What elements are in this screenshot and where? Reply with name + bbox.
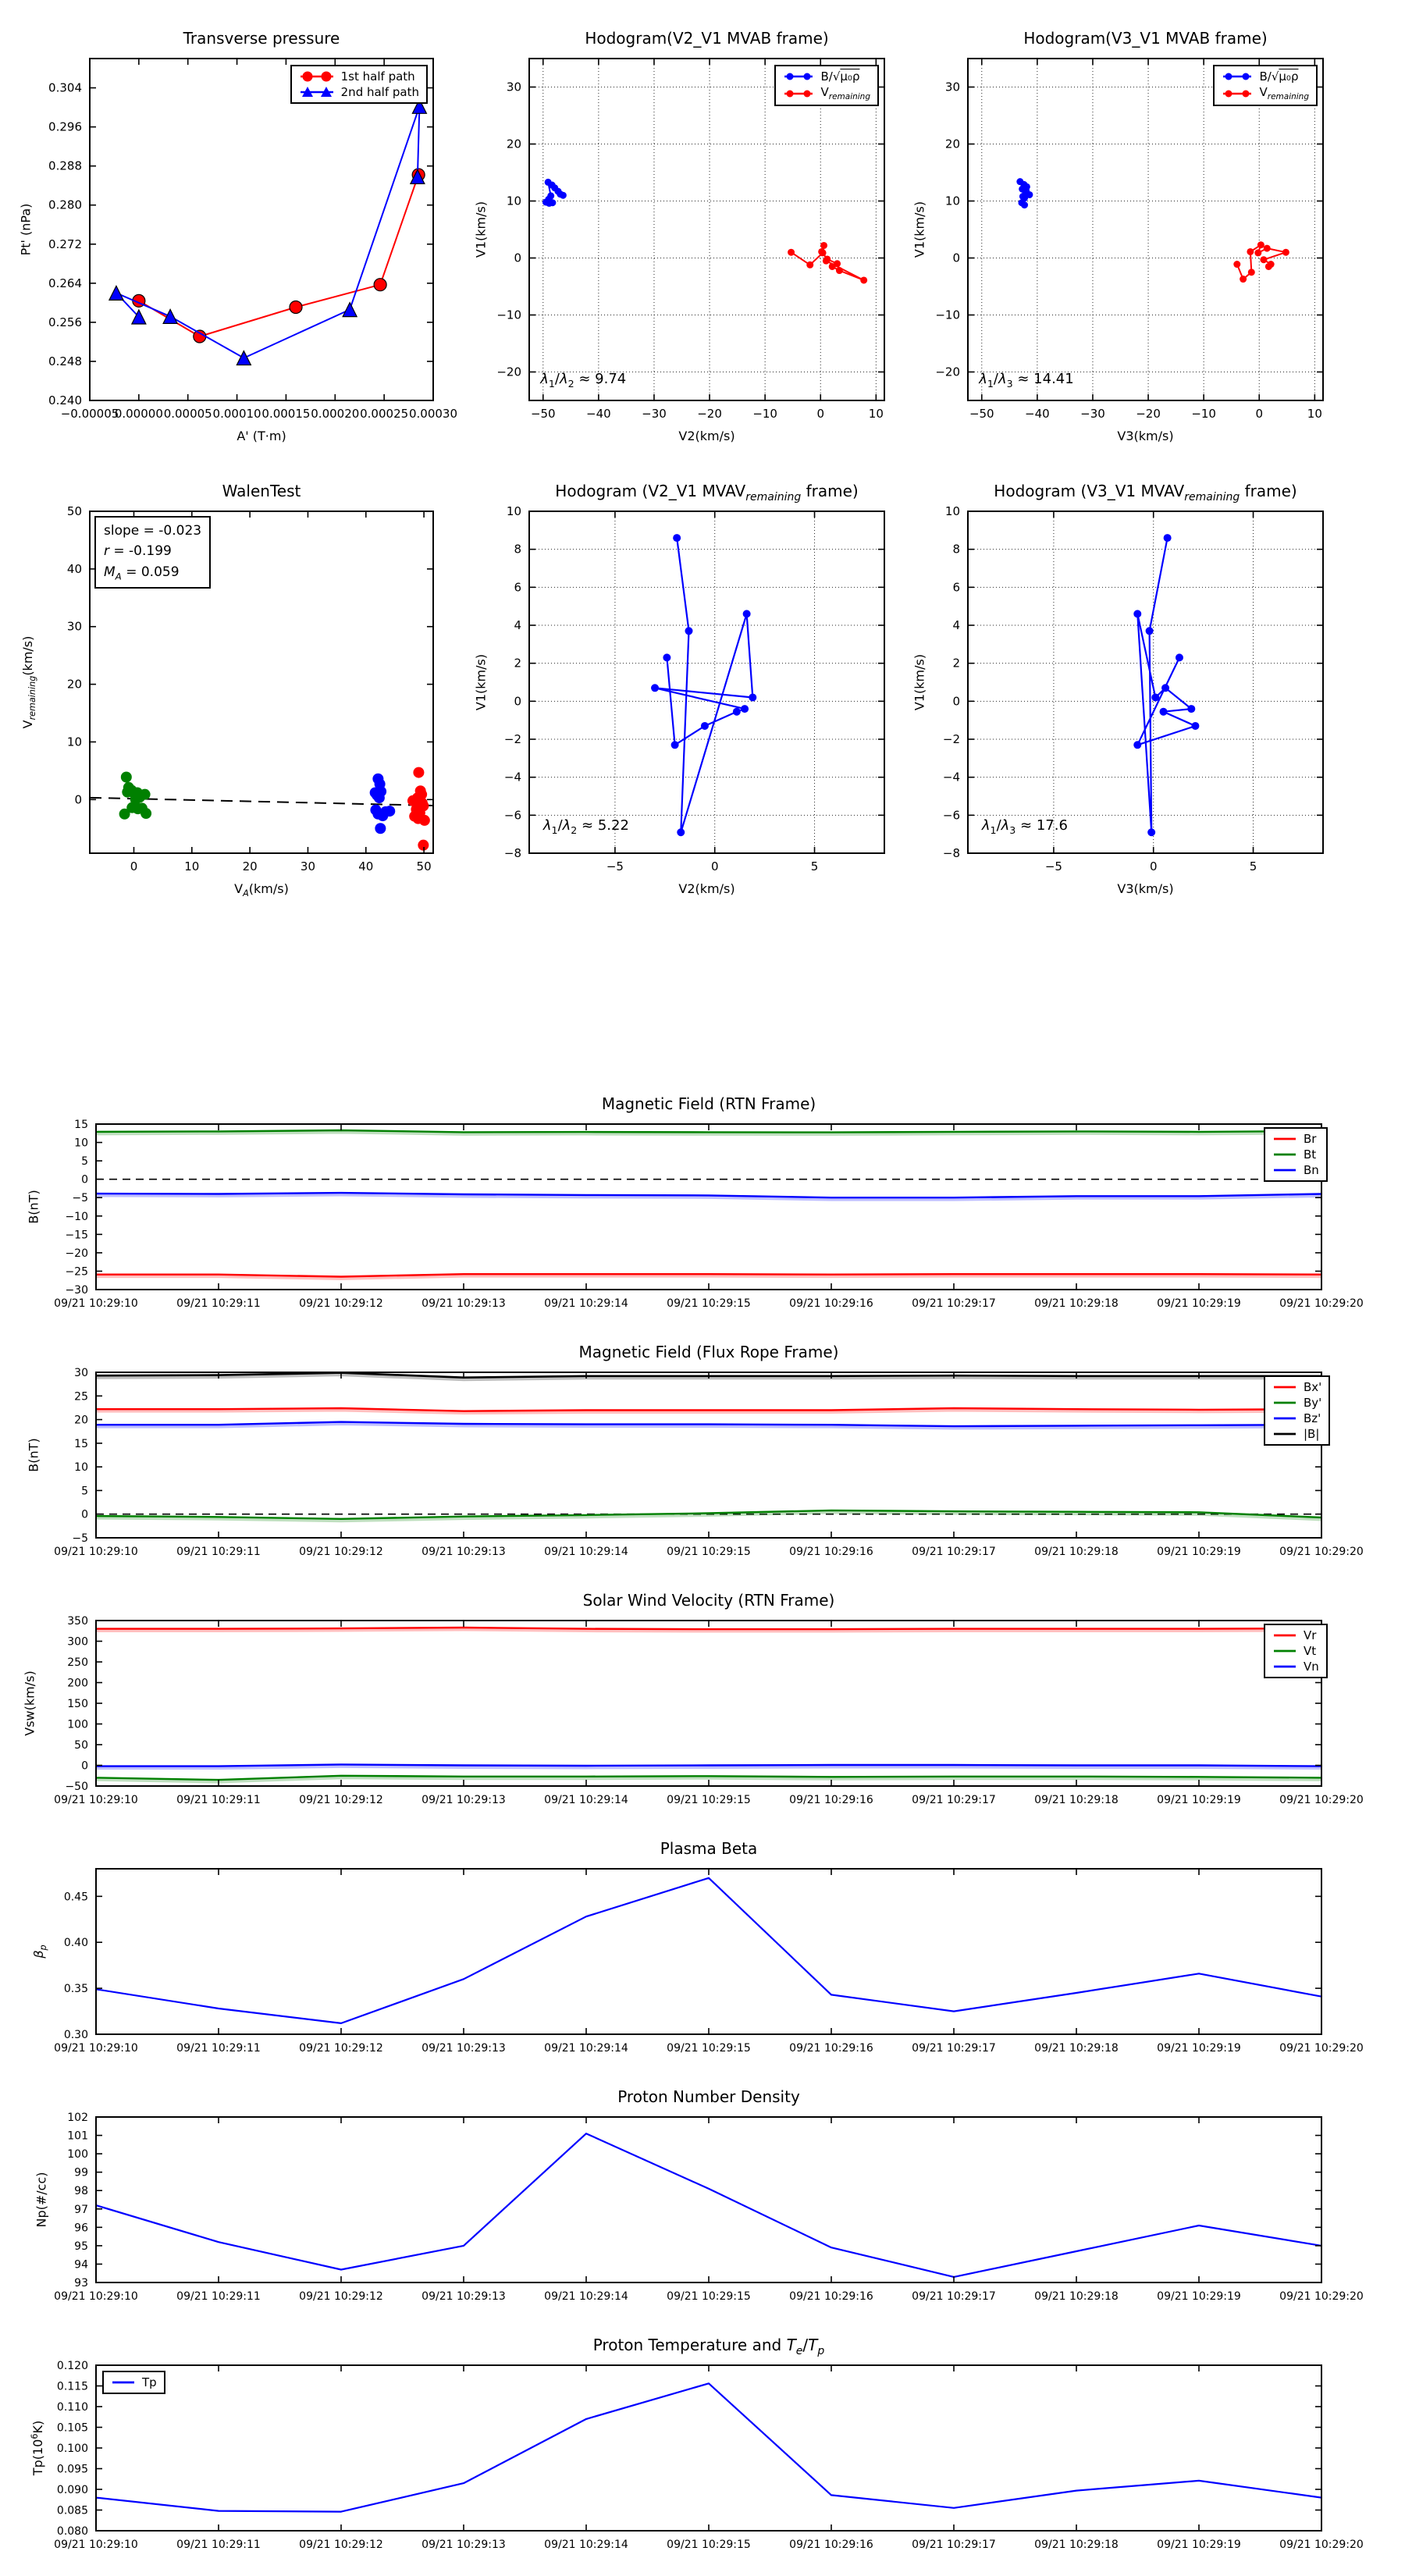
panel-title: Transverse pressure — [183, 29, 340, 48]
svg-text:09/21 10:29:12: 09/21 10:29:12 — [299, 2290, 383, 2303]
svg-text:−10: −10 — [65, 1210, 88, 1223]
svg-text:0.095: 0.095 — [56, 2463, 88, 2476]
legend-swatch-icon — [1222, 88, 1253, 99]
svg-text:09/21 10:29:11: 09/21 10:29:11 — [176, 1297, 261, 1310]
svg-text:6: 6 — [952, 580, 960, 595]
svg-text:09/21 10:29:17: 09/21 10:29:17 — [912, 1794, 996, 1806]
svg-text:350: 350 — [67, 1615, 88, 1628]
legend-entry — [1272, 1411, 1321, 1425]
svg-text:09/21 10:29:10: 09/21 10:29:10 — [54, 1297, 138, 1310]
lambda-ratio-annotation: $\lambda_1/\lambda_3 \approx 14.41$ — [979, 371, 1074, 390]
svg-text:09/21 10:29:18: 09/21 10:29:18 — [1034, 1794, 1119, 1806]
svg-text:0: 0 — [74, 792, 82, 807]
svg-text:−5: −5 — [72, 1532, 88, 1545]
x-axis-label: A' (T·m) — [237, 429, 286, 443]
svg-text:09/21 10:29:15: 09/21 10:29:15 — [667, 2290, 751, 2303]
svg-text:09/21 10:29:15: 09/21 10:29:15 — [667, 2042, 751, 2055]
svg-text:0.080: 0.080 — [56, 2525, 88, 2538]
svg-text:10: 10 — [868, 407, 884, 421]
svg-text:0: 0 — [514, 694, 521, 709]
svg-text:09/21 10:29:11: 09/21 10:29:11 — [176, 2290, 261, 2303]
svg-text:−10: −10 — [1191, 407, 1216, 421]
svg-text:20: 20 — [66, 677, 82, 692]
svg-text:0: 0 — [1149, 859, 1158, 873]
svg-text:0: 0 — [81, 1759, 88, 1773]
svg-text:20: 20 — [506, 137, 521, 151]
svg-text:96: 96 — [74, 2222, 88, 2235]
y-axis-label: $Tp(10^6K)$ — [29, 2420, 46, 2476]
svg-text:100: 100 — [67, 1718, 88, 1731]
walen-stats-box: slope = -0.023 r = -0.199 $M_A = 0.059$ — [94, 516, 211, 589]
svg-text:−0.00005: −0.00005 — [60, 407, 119, 421]
svg-text:0.00010: 0.00010 — [212, 407, 261, 421]
panel-title: Magnetic Field (Flux Rope Frame) — [578, 1343, 839, 1361]
svg-text:09/21 10:29:14: 09/21 10:29:14 — [544, 2290, 628, 2303]
legend-swatch-icon — [1272, 1661, 1297, 1672]
panel-title: Hodogram (V3_V1 $MVAV_{remaining}$ frame) — [994, 482, 1297, 503]
svg-text:09/21 10:29:17: 09/21 10:29:17 — [912, 2290, 996, 2303]
svg-text:0.120: 0.120 — [56, 2360, 88, 2372]
svg-text:−50: −50 — [530, 407, 556, 421]
lambda-ratio-annotation: $\lambda_1/\lambda_3 \approx 17.6$ — [981, 817, 1068, 836]
svg-text:09/21 10:29:18: 09/21 10:29:18 — [1034, 1546, 1119, 1558]
svg-text:0.115: 0.115 — [56, 2380, 88, 2393]
panel-title: Proton Number Density — [617, 2087, 800, 2106]
svg-text:09/21 10:29:15: 09/21 10:29:15 — [667, 1794, 751, 1806]
svg-text:10: 10 — [944, 504, 960, 518]
svg-text:50: 50 — [416, 859, 432, 873]
svg-text:09/21 10:29:13: 09/21 10:29:13 — [422, 2042, 506, 2055]
legend-entry — [111, 2375, 157, 2389]
svg-text:10: 10 — [74, 1461, 88, 1475]
legend-label: $V_{remaining}$ — [820, 85, 870, 101]
svg-text:0: 0 — [1255, 407, 1264, 421]
x-axis-label: V3(km/s) — [1117, 429, 1174, 443]
svg-text:0: 0 — [514, 251, 521, 265]
lambda-ratio-annotation: $\lambda_1/\lambda_2 \approx 9.74$ — [540, 371, 627, 390]
y-axis-label: $V_{remaining}(km/s)$ — [20, 635, 38, 729]
svg-text:09/21 10:29:13: 09/21 10:29:13 — [422, 1546, 506, 1558]
svg-text:09/21 10:29:10: 09/21 10:29:10 — [54, 2042, 138, 2055]
panel-title: Hodogram (V2_V1 $MVAV_{remaining}$ frame) — [555, 482, 859, 503]
svg-text:09/21 10:29:16: 09/21 10:29:16 — [789, 2042, 873, 2055]
legend-entry — [1272, 1660, 1319, 1674]
svg-text:09/21 10:29:20: 09/21 10:29:20 — [1279, 2539, 1364, 2551]
svg-text:−5: −5 — [606, 859, 624, 873]
legend-swatch-icon — [1222, 71, 1253, 82]
legend-swatch-icon — [1272, 1646, 1297, 1656]
legend-swatch-icon — [783, 71, 814, 82]
svg-text:09/21 10:29:13: 09/21 10:29:13 — [422, 1297, 506, 1310]
svg-text:10: 10 — [66, 735, 82, 749]
svg-text:15: 15 — [74, 1437, 88, 1450]
panel-title: Hodogram(V3_V1 MVAB frame) — [1023, 29, 1268, 48]
svg-text:09/21 10:29:20: 09/21 10:29:20 — [1279, 2042, 1364, 2055]
svg-text:09/21 10:29:13: 09/21 10:29:13 — [422, 1794, 506, 1806]
svg-text:−5: −5 — [72, 1192, 88, 1205]
svg-text:09/21 10:29:13: 09/21 10:29:13 — [422, 2539, 506, 2551]
legend-label: B/√μ₀ρ — [1259, 69, 1299, 84]
legend-entry — [1272, 1380, 1321, 1394]
svg-text:10: 10 — [1307, 407, 1322, 421]
svg-text:09/21 10:29:16: 09/21 10:29:16 — [789, 1546, 873, 1558]
legend-swatch-icon — [1272, 1382, 1297, 1393]
svg-text:0: 0 — [81, 1508, 88, 1521]
svg-text:0.248: 0.248 — [48, 354, 82, 368]
svg-text:09/21 10:29:17: 09/21 10:29:17 — [912, 1546, 996, 1558]
svg-text:25: 25 — [74, 1390, 88, 1404]
svg-text:09/21 10:29:11: 09/21 10:29:11 — [176, 1794, 261, 1806]
legend — [774, 65, 879, 106]
svg-text:−10: −10 — [935, 308, 960, 322]
svg-text:09/21 10:29:10: 09/21 10:29:10 — [54, 1546, 138, 1558]
svg-text:−20: −20 — [65, 1247, 88, 1260]
svg-text:−10: −10 — [496, 308, 521, 322]
svg-text:5: 5 — [810, 859, 819, 873]
legend-label: 1st half path — [340, 69, 415, 84]
legend-swatch-icon — [783, 88, 814, 99]
svg-text:−20: −20 — [935, 365, 960, 379]
svg-text:10: 10 — [944, 194, 960, 208]
svg-text:09/21 10:29:11: 09/21 10:29:11 — [176, 2042, 261, 2055]
svg-text:5: 5 — [81, 1155, 88, 1169]
lambda-ratio-annotation: $\lambda_1/\lambda_2 \approx 5.22$ — [542, 817, 629, 836]
svg-text:09/21 10:29:15: 09/21 10:29:15 — [667, 1297, 751, 1310]
svg-text:2: 2 — [514, 656, 521, 671]
svg-text:0: 0 — [952, 694, 960, 709]
svg-text:09/21 10:29:20: 09/21 10:29:20 — [1279, 2290, 1364, 2303]
x-axis-label: V3(km/s) — [1117, 881, 1174, 896]
svg-text:6: 6 — [514, 580, 521, 595]
legend-label: Vt — [1304, 1644, 1317, 1658]
svg-text:09/21 10:29:14: 09/21 10:29:14 — [544, 1297, 628, 1310]
panel-title: Hodogram(V2_V1 MVAB frame) — [585, 29, 829, 48]
svg-text:15: 15 — [74, 1119, 88, 1131]
svg-text:−6: −6 — [503, 808, 521, 823]
svg-text:−8: −8 — [942, 846, 960, 860]
legend-label: Tp — [142, 2375, 157, 2389]
svg-text:09/21 10:29:18: 09/21 10:29:18 — [1034, 2290, 1119, 2303]
svg-text:0.00015: 0.00015 — [261, 407, 311, 421]
legend-swatch-icon — [1272, 1630, 1297, 1641]
legend-label: Bt — [1304, 1147, 1317, 1162]
svg-text:100: 100 — [67, 2148, 88, 2161]
svg-text:0.00000: 0.00000 — [114, 407, 163, 421]
svg-text:−6: −6 — [942, 808, 960, 823]
svg-text:−30: −30 — [642, 407, 667, 421]
y-axis-label: V1(km/s) — [912, 201, 927, 258]
legend-entry — [1272, 1628, 1319, 1642]
svg-text:09/21 10:29:12: 09/21 10:29:12 — [299, 2539, 383, 2551]
svg-text:−20: −20 — [1136, 407, 1161, 421]
legend-label: By' — [1304, 1396, 1322, 1410]
svg-text:0.35: 0.35 — [63, 1983, 88, 1996]
svg-text:0: 0 — [952, 251, 960, 265]
legend-swatch-icon — [1272, 1397, 1297, 1408]
svg-text:0.240: 0.240 — [48, 393, 82, 407]
y-axis-label: B(nT) — [26, 1438, 41, 1472]
svg-text:10: 10 — [506, 194, 521, 208]
svg-text:0.105: 0.105 — [56, 2421, 88, 2435]
svg-text:97: 97 — [74, 2203, 88, 2216]
svg-text:95: 95 — [74, 2240, 88, 2253]
svg-text:−30: −30 — [1080, 407, 1105, 421]
legend-label: B/√μ₀ρ — [820, 69, 860, 84]
svg-text:09/21 10:29:10: 09/21 10:29:10 — [54, 2539, 138, 2551]
legend-entry — [783, 69, 870, 84]
svg-text:09/21 10:29:16: 09/21 10:29:16 — [789, 1297, 873, 1310]
legend-entry — [299, 85, 419, 99]
svg-text:−30: −30 — [65, 1284, 88, 1297]
legend-swatch-icon — [1272, 1429, 1297, 1439]
svg-text:0: 0 — [130, 859, 138, 873]
svg-text:99: 99 — [74, 2166, 88, 2179]
svg-text:0.256: 0.256 — [48, 315, 82, 329]
svg-text:20: 20 — [242, 859, 258, 873]
svg-text:−50: −50 — [969, 407, 994, 421]
svg-text:93: 93 — [74, 2277, 88, 2290]
svg-text:30: 30 — [944, 80, 960, 94]
legend-label: Bn — [1304, 1163, 1319, 1177]
svg-text:5: 5 — [1249, 859, 1257, 873]
svg-text:2: 2 — [952, 656, 960, 671]
svg-text:0.304: 0.304 — [48, 80, 82, 95]
svg-text:09/21 10:29:12: 09/21 10:29:12 — [299, 1546, 383, 1558]
legend-entry — [783, 85, 870, 101]
svg-text:09/21 10:29:12: 09/21 10:29:12 — [299, 1297, 383, 1310]
svg-text:0.00025: 0.00025 — [360, 407, 409, 421]
legend-label: Bz' — [1304, 1411, 1321, 1425]
svg-text:8: 8 — [514, 542, 521, 557]
legend — [1264, 1375, 1330, 1446]
legend-entry — [1272, 1132, 1319, 1146]
svg-text:10: 10 — [184, 859, 200, 873]
legend-label: Vn — [1304, 1660, 1319, 1674]
svg-text:09/21 10:29:19: 09/21 10:29:19 — [1157, 1794, 1241, 1806]
legend-label: $V_{remaining}$ — [1259, 85, 1309, 101]
legend-entry — [1272, 1163, 1319, 1177]
svg-text:0.00030: 0.00030 — [408, 407, 458, 421]
legend-label: 2nd half path — [340, 85, 419, 99]
svg-text:8: 8 — [952, 542, 960, 557]
svg-text:30: 30 — [66, 619, 82, 634]
legend-swatch-icon — [299, 69, 335, 84]
svg-text:09/21 10:29:19: 09/21 10:29:19 — [1157, 2290, 1241, 2303]
y-axis-label: V1(km/s) — [473, 653, 489, 711]
svg-text:09/21 10:29:14: 09/21 10:29:14 — [544, 2539, 628, 2551]
x-axis-label: V2(km/s) — [678, 881, 735, 896]
svg-text:−4: −4 — [503, 770, 521, 785]
svg-text:0: 0 — [710, 859, 719, 873]
svg-text:0.085: 0.085 — [56, 2504, 88, 2517]
svg-text:−50: −50 — [65, 1781, 88, 1793]
svg-text:30: 30 — [300, 859, 316, 873]
legend — [290, 65, 428, 104]
svg-text:09/21 10:29:16: 09/21 10:29:16 — [789, 2539, 873, 2551]
svg-text:09/21 10:29:15: 09/21 10:29:15 — [667, 2539, 751, 2551]
svg-text:09/21 10:29:12: 09/21 10:29:12 — [299, 1794, 383, 1806]
svg-text:09/21 10:29:20: 09/21 10:29:20 — [1279, 1297, 1364, 1310]
legend-label: |B| — [1304, 1427, 1320, 1441]
panel-title: Proton Temperature and $T_e/T_p$ — [592, 2336, 825, 2357]
svg-text:−25: −25 — [65, 1265, 88, 1279]
svg-text:−5: −5 — [1044, 859, 1062, 873]
svg-text:40: 40 — [66, 561, 82, 576]
legend-swatch-icon — [299, 85, 335, 99]
svg-text:0.00020: 0.00020 — [311, 407, 360, 421]
svg-text:−40: −40 — [1025, 407, 1050, 421]
svg-text:50: 50 — [66, 504, 82, 518]
svg-text:09/21 10:29:17: 09/21 10:29:17 — [912, 1297, 996, 1310]
x-axis-label: V2(km/s) — [678, 429, 735, 443]
svg-text:0.00005: 0.00005 — [163, 407, 212, 421]
svg-text:09/21 10:29:19: 09/21 10:29:19 — [1157, 2539, 1241, 2551]
svg-text:0.280: 0.280 — [48, 197, 82, 212]
svg-text:−8: −8 — [503, 846, 521, 860]
svg-text:250: 250 — [67, 1656, 88, 1669]
legend-swatch-icon — [1272, 1165, 1297, 1176]
y-axis-label: Pt' (nPa) — [18, 203, 34, 256]
legend-entry — [1222, 85, 1309, 101]
y-axis-label: B(nT) — [26, 1190, 41, 1224]
svg-text:09/21 10:29:16: 09/21 10:29:16 — [789, 2290, 873, 2303]
legend-entry — [1272, 1396, 1321, 1410]
panel-title: Solar Wind Velocity (RTN Frame) — [582, 1591, 835, 1610]
svg-text:09/21 10:29:19: 09/21 10:29:19 — [1157, 1297, 1241, 1310]
svg-text:10: 10 — [506, 504, 521, 518]
legend — [1213, 65, 1318, 106]
svg-text:20: 20 — [944, 137, 960, 151]
legend-swatch-icon — [1272, 1413, 1297, 1424]
svg-text:40: 40 — [358, 859, 374, 873]
svg-text:09/21 10:29:20: 09/21 10:29:20 — [1279, 1546, 1364, 1558]
svg-text:09/21 10:29:15: 09/21 10:29:15 — [667, 1546, 751, 1558]
legend-entry — [1272, 1427, 1321, 1441]
svg-text:−10: −10 — [752, 407, 777, 421]
svg-text:50: 50 — [74, 1739, 88, 1752]
svg-text:−2: −2 — [503, 732, 521, 746]
x-axis-label: $V_A(km/s)$ — [234, 881, 289, 899]
svg-text:09/21 10:29:14: 09/21 10:29:14 — [544, 2042, 628, 2055]
legend-label: Vr — [1304, 1628, 1317, 1642]
svg-text:09/21 10:29:13: 09/21 10:29:13 — [422, 2290, 506, 2303]
legend-entry — [1222, 69, 1309, 84]
svg-text:−20: −20 — [496, 365, 521, 379]
svg-text:0: 0 — [81, 1173, 88, 1187]
svg-text:09/21 10:29:19: 09/21 10:29:19 — [1157, 1546, 1241, 1558]
svg-text:4: 4 — [952, 618, 960, 632]
svg-text:150: 150 — [67, 1698, 88, 1710]
svg-text:10: 10 — [74, 1137, 88, 1150]
legend-swatch-icon — [111, 2377, 136, 2388]
y-axis-label: V1(km/s) — [912, 653, 927, 711]
legend-label: Br — [1304, 1132, 1317, 1146]
svg-text:09/21 10:29:19: 09/21 10:29:19 — [1157, 2042, 1241, 2055]
legend-swatch-icon — [1272, 1133, 1297, 1144]
svg-text:0.45: 0.45 — [63, 1891, 88, 1904]
svg-text:09/21 10:29:17: 09/21 10:29:17 — [912, 2042, 996, 2055]
svg-text:0.288: 0.288 — [48, 158, 82, 173]
svg-text:5: 5 — [81, 1485, 88, 1498]
svg-text:0.30: 0.30 — [63, 2029, 88, 2041]
svg-text:09/21 10:29:11: 09/21 10:29:11 — [176, 1546, 261, 1558]
svg-text:09/21 10:29:14: 09/21 10:29:14 — [544, 1546, 628, 1558]
y-axis-label: $\beta_p$ — [30, 1944, 49, 1959]
legend — [1264, 1624, 1328, 1678]
legend — [102, 2371, 165, 2394]
svg-text:09/21 10:29:10: 09/21 10:29:10 — [54, 1794, 138, 1806]
svg-text:102: 102 — [67, 2112, 88, 2124]
y-axis-label: Np(#/cc) — [34, 2172, 49, 2228]
panel-title: Plasma Beta — [660, 1839, 758, 1858]
svg-text:09/21 10:29:16: 09/21 10:29:16 — [789, 1794, 873, 1806]
legend-label: Bx' — [1304, 1380, 1322, 1394]
svg-text:09/21 10:29:18: 09/21 10:29:18 — [1034, 2042, 1119, 2055]
svg-text:300: 300 — [67, 1635, 88, 1649]
svg-text:0.40: 0.40 — [63, 1937, 88, 1950]
svg-text:0.296: 0.296 — [48, 119, 82, 134]
svg-text:4: 4 — [514, 618, 521, 632]
svg-text:98: 98 — [74, 2185, 88, 2198]
legend-entry — [1272, 1147, 1319, 1162]
svg-text:−2: −2 — [942, 732, 960, 746]
y-axis-label: V1(km/s) — [473, 201, 489, 258]
svg-text:0.264: 0.264 — [48, 276, 82, 290]
svg-text:09/21 10:29:17: 09/21 10:29:17 — [912, 2539, 996, 2551]
legend-entry — [299, 69, 419, 84]
svg-text:09/21 10:29:12: 09/21 10:29:12 — [299, 2042, 383, 2055]
svg-text:0.110: 0.110 — [56, 2401, 88, 2414]
svg-text:0.272: 0.272 — [48, 237, 82, 251]
svg-text:−40: −40 — [586, 407, 611, 421]
svg-text:30: 30 — [74, 1367, 88, 1379]
svg-text:09/21 10:29:18: 09/21 10:29:18 — [1034, 1297, 1119, 1310]
svg-text:−20: −20 — [697, 407, 722, 421]
panel-title: WalenTest — [222, 482, 301, 500]
svg-text:09/21 10:29:11: 09/21 10:29:11 — [176, 2539, 261, 2551]
svg-text:−15: −15 — [65, 1229, 88, 1242]
svg-text:09/21 10:29:20: 09/21 10:29:20 — [1279, 1794, 1364, 1806]
legend-entry — [1272, 1644, 1319, 1658]
svg-text:200: 200 — [67, 1677, 88, 1690]
svg-text:09/21 10:29:18: 09/21 10:29:18 — [1034, 2539, 1119, 2551]
svg-text:101: 101 — [67, 2129, 88, 2143]
svg-text:−4: −4 — [942, 770, 960, 785]
svg-text:0: 0 — [816, 407, 825, 421]
y-axis-label: Vsw(km/s) — [22, 1670, 37, 1736]
legend — [1264, 1127, 1328, 1182]
panel-title: Magnetic Field (RTN Frame) — [601, 1094, 816, 1113]
svg-text:20: 20 — [74, 1414, 88, 1427]
svg-text:09/21 10:29:10: 09/21 10:29:10 — [54, 2290, 138, 2303]
svg-text:09/21 10:29:14: 09/21 10:29:14 — [544, 1794, 628, 1806]
svg-text:94: 94 — [74, 2258, 88, 2272]
svg-text:30: 30 — [506, 80, 521, 94]
legend-swatch-icon — [1272, 1149, 1297, 1160]
svg-text:0.100: 0.100 — [56, 2443, 88, 2455]
svg-text:0.090: 0.090 — [56, 2484, 88, 2496]
